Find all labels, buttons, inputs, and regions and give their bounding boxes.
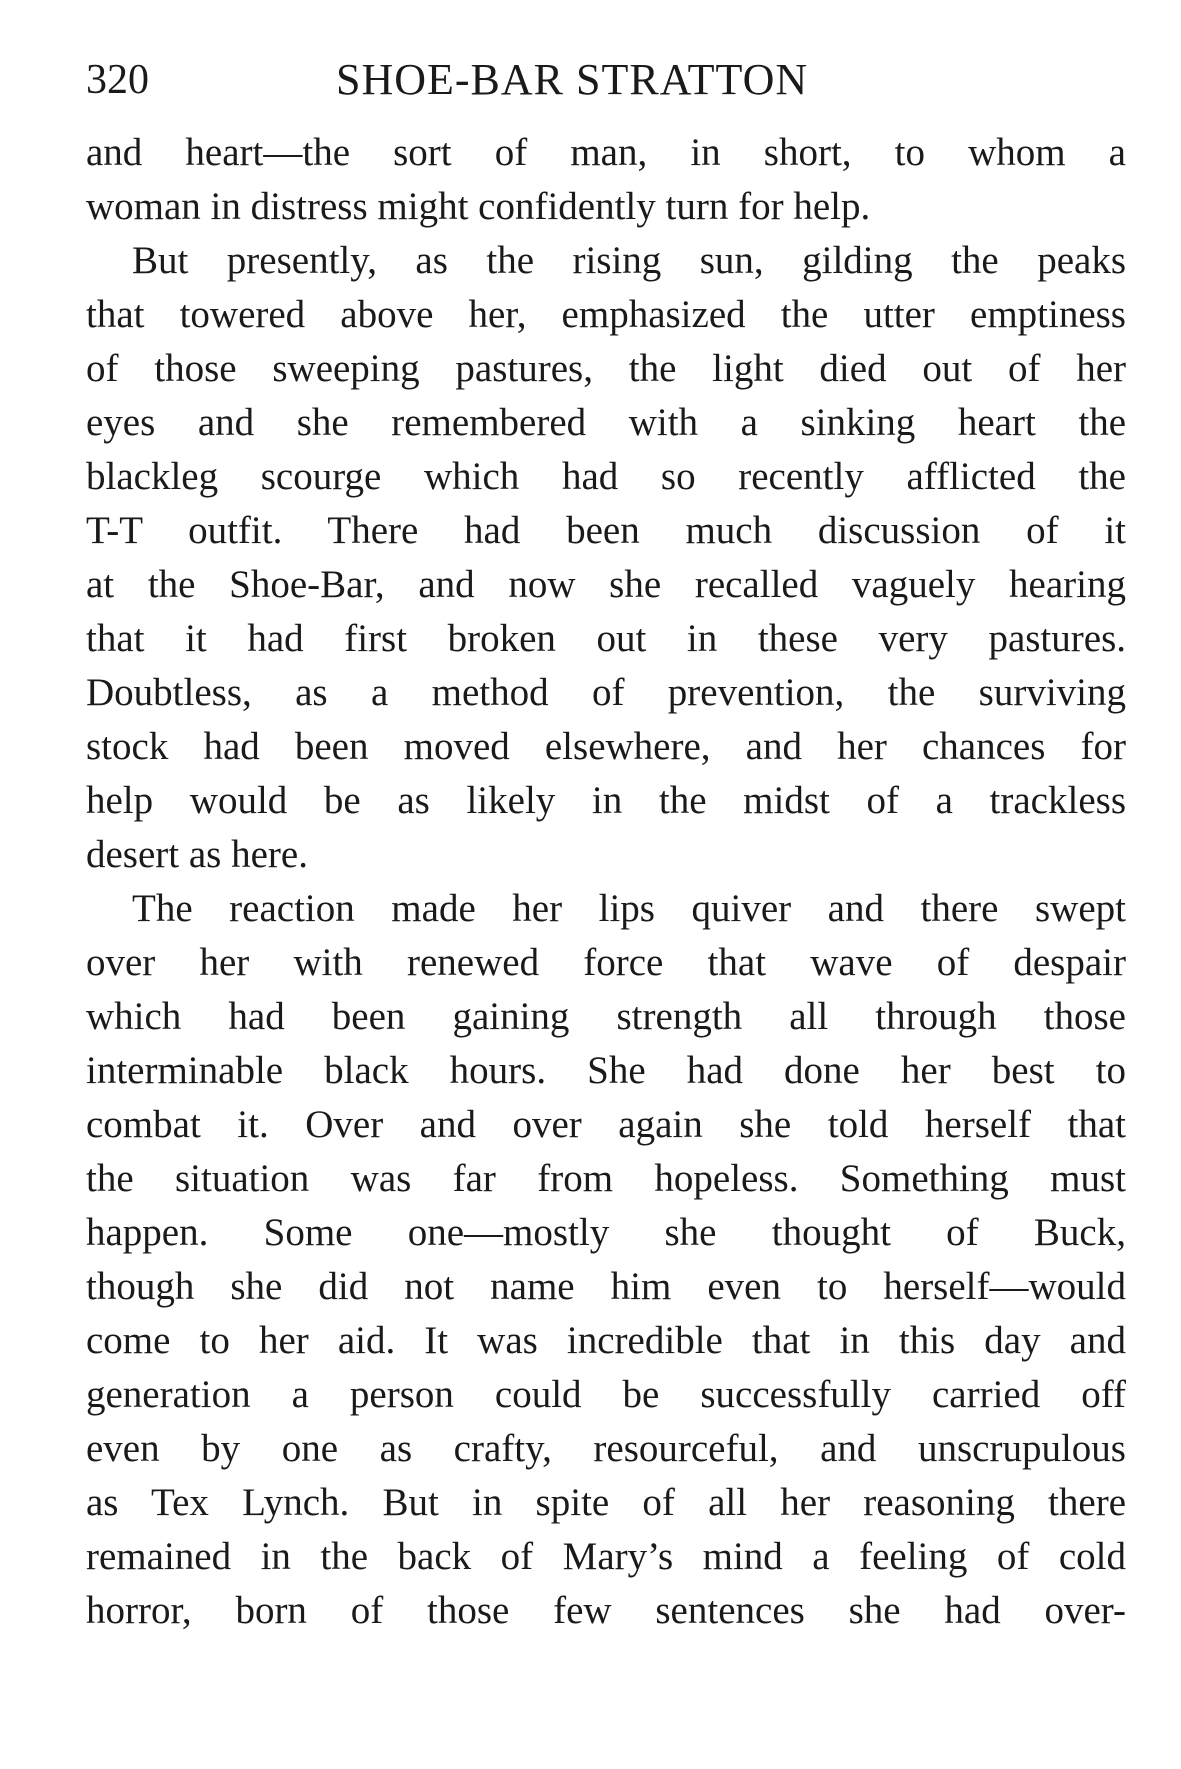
text-line: Doubtless, as a method of prevention, the surviving xyxy=(86,671,1126,714)
text-line: over her with renewed force that wave of despair xyxy=(86,941,1126,984)
text-line: combat it. Over and over again she told herself that xyxy=(86,1103,1126,1146)
text-line: desert as here. xyxy=(86,833,308,876)
text-line: even by one as crafty, resourceful, and unscrupulous xyxy=(86,1427,1126,1470)
text-line: that towered above her, emphasized the utter emptiness xyxy=(86,293,1126,336)
text-line: which had been gaining strength all through those xyxy=(86,995,1126,1038)
text-line: of those sweeping pastures, the light died out of her xyxy=(86,347,1126,390)
running-head xyxy=(86,50,1126,110)
text-line: generation a person could be successfully carried off xyxy=(86,1373,1126,1416)
paragraph-2 xyxy=(86,234,1126,882)
text-line: stock had been moved elsewhere, and her chances for xyxy=(86,725,1126,768)
text-line: as Tex Lynch. But in spite of all her reasoning there xyxy=(86,1481,1126,1524)
text-line: interminable black hours. She had done her best to xyxy=(86,1049,1126,1092)
text-line: horror, born of those few sentences she had over- xyxy=(86,1589,1126,1632)
text-line: The reaction made her lips quiver and there swept xyxy=(132,887,1126,930)
text-line: But presently, as the rising sun, gilding the peaks xyxy=(132,239,1126,282)
paragraph-1 xyxy=(86,126,1126,234)
paragraph-3 xyxy=(86,882,1126,1638)
text-line: and heart—the sort of man, in short, to whom a xyxy=(86,131,1126,174)
text-line: at the Shoe-Bar, and now she recalled vaguely hearing xyxy=(86,563,1126,606)
page-number: 320 xyxy=(86,57,149,103)
text-line: the situation was far from hopeless. Something must xyxy=(86,1157,1126,1200)
text-line: happen. Some one—mostly she thought of Buck, xyxy=(86,1211,1126,1254)
text-line: eyes and she remembered with a sinking heart the xyxy=(86,401,1126,444)
running-title: SHOE-BAR STRATTON xyxy=(336,55,809,104)
text-line: remained in the back of Mary’s mind a feeling of cold xyxy=(86,1535,1126,1578)
text-line: woman in distress might confidently turn for help. xyxy=(86,185,871,228)
text-line: help would be as likely in the midst of a trackless xyxy=(86,779,1126,822)
text-line: that it had first broken out in these very pastures. xyxy=(86,617,1126,660)
body-text xyxy=(86,126,1126,1638)
text-line: T-T outfit. There had been much discussion of it xyxy=(86,509,1126,552)
text-line: though she did not name him even to herself—would xyxy=(86,1265,1126,1308)
text-line: come to her aid. It was incredible that in this day and xyxy=(86,1319,1126,1362)
text-line: blackleg scourge which had so recently afflicted the xyxy=(86,455,1126,498)
